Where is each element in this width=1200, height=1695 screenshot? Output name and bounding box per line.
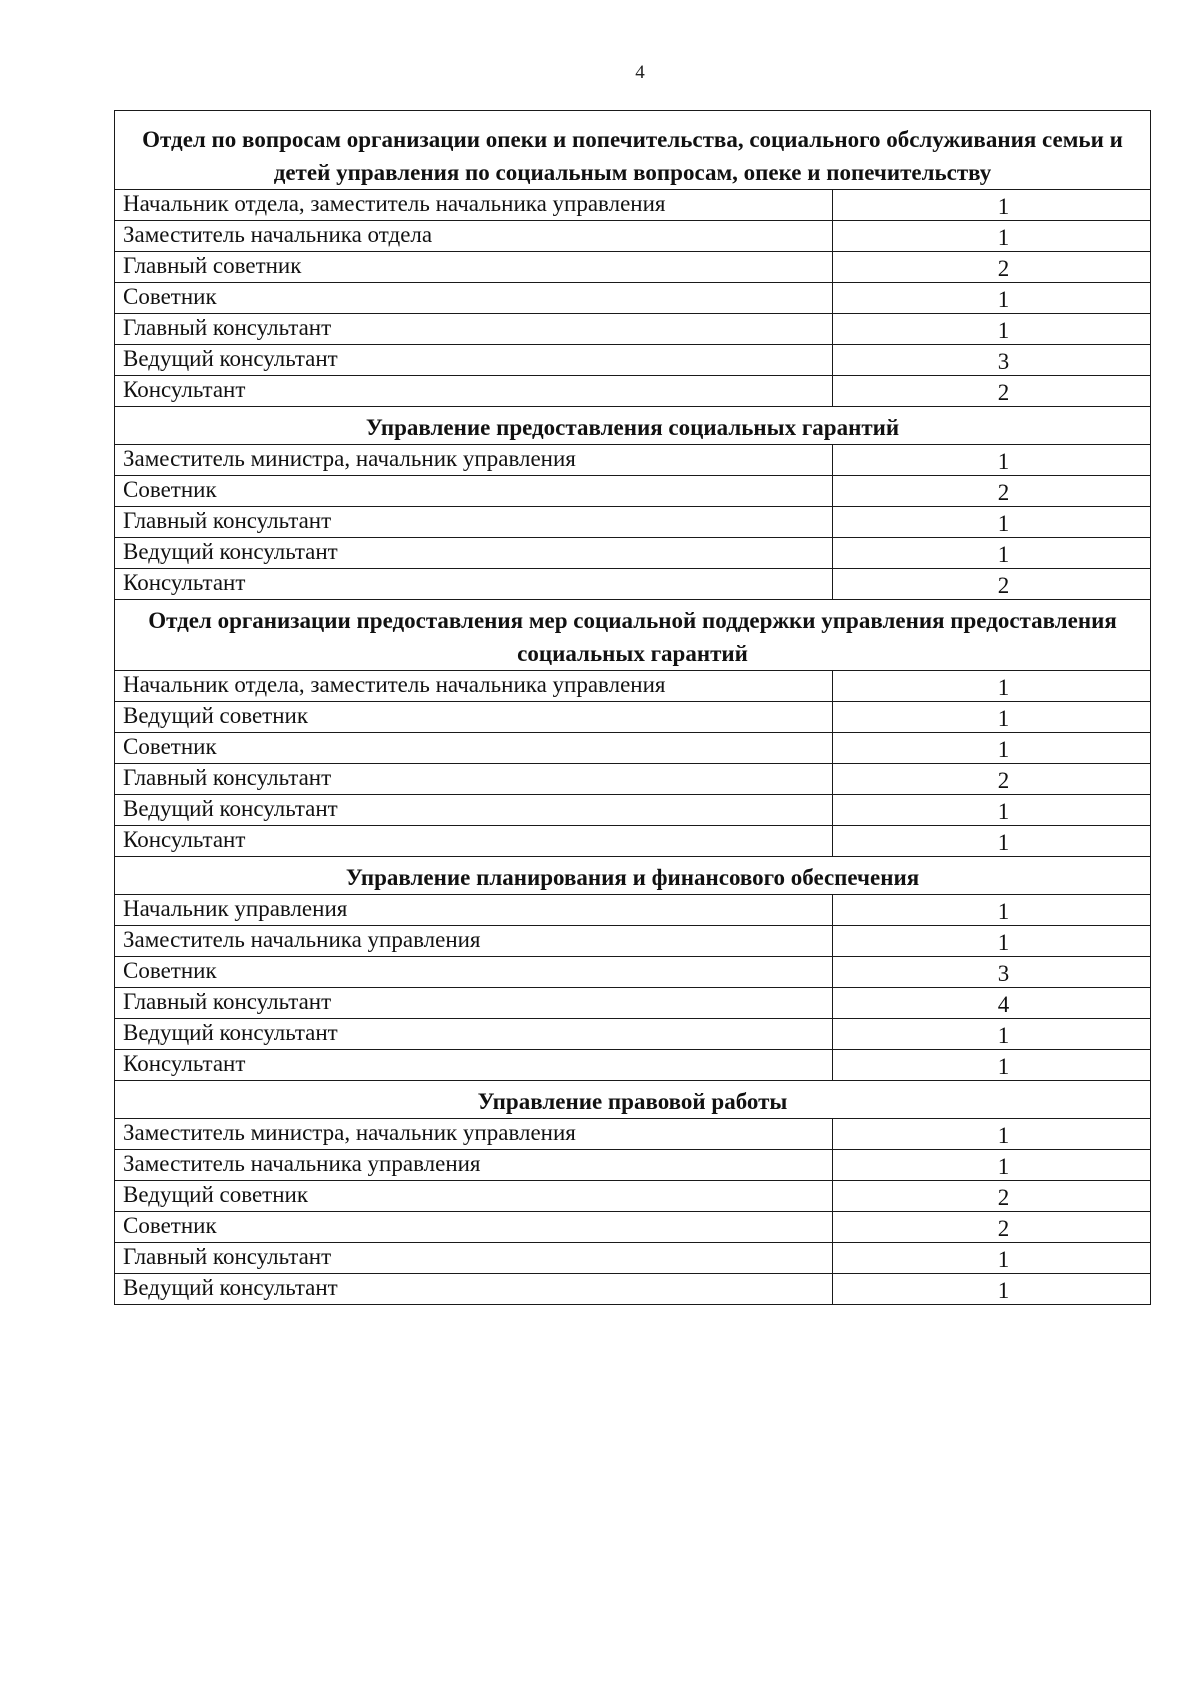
staff-count: 3 [833, 345, 1151, 376]
staff-count: 1 [833, 283, 1151, 314]
page-number: 4 [635, 62, 645, 83]
table-row [115, 445, 1151, 476]
staff-count: 3 [833, 957, 1151, 988]
section-title: Управление правовой работы [115, 1081, 1151, 1119]
table-row [115, 538, 1151, 569]
staff-count: 1 [833, 221, 1151, 252]
section-title: Отдел по вопросам организации опеки и попечительства, социального обслуживания семьи и детей управления по социальным вопросам, опеке и попечительству [115, 111, 1151, 190]
staff-count: 1 [833, 702, 1151, 733]
section-title: Управление планирования и финансового обеспечения [115, 857, 1151, 895]
position-title: Ведущий советник [115, 702, 833, 733]
position-title: Начальник отдела, заместитель начальника управления [115, 190, 833, 221]
staff-count: 1 [833, 1150, 1151, 1181]
table-row [115, 764, 1151, 795]
table-row [115, 702, 1151, 733]
table-row [115, 1050, 1151, 1081]
staffing-table-body [115, 111, 1151, 1305]
table-row [115, 957, 1151, 988]
staff-count: 2 [833, 569, 1151, 600]
table-row [115, 190, 1151, 221]
table-row [115, 1212, 1151, 1243]
staff-count: 2 [833, 764, 1151, 795]
position-title: Заместитель начальника управления [115, 926, 833, 957]
position-title: Ведущий консультант [115, 1019, 833, 1050]
table-row [115, 283, 1151, 314]
position-title: Советник [115, 476, 833, 507]
position-title: Начальник управления [115, 895, 833, 926]
table-row [115, 476, 1151, 507]
position-title: Главный консультант [115, 314, 833, 345]
staff-count: 1 [833, 1274, 1151, 1305]
section-title: Управление предоставления социальных гарантий [115, 407, 1151, 445]
staffing-table [114, 110, 1151, 1305]
table-row [115, 826, 1151, 857]
staff-count: 1 [833, 190, 1151, 221]
position-title: Ведущий консультант [115, 538, 833, 569]
position-title: Советник [115, 283, 833, 314]
staff-count: 2 [833, 1181, 1151, 1212]
section-header-row [115, 1081, 1151, 1119]
section-title: Отдел организации предоставления мер социальной поддержки управления предоставления социальных гарантий [115, 600, 1151, 671]
staff-count: 1 [833, 1119, 1151, 1150]
table-row [115, 1019, 1151, 1050]
staff-count: 1 [833, 826, 1151, 857]
table-row [115, 1181, 1151, 1212]
staff-count: 1 [833, 1050, 1151, 1081]
staff-count: 1 [833, 507, 1151, 538]
position-title: Заместитель министра, начальник управления [115, 445, 833, 476]
staff-count: 1 [833, 895, 1151, 926]
position-title: Советник [115, 1212, 833, 1243]
table-row [115, 252, 1151, 283]
staff-count: 2 [833, 1212, 1151, 1243]
table-row [115, 1243, 1151, 1274]
position-title: Ведущий консультант [115, 1274, 833, 1305]
staff-count: 1 [833, 733, 1151, 764]
position-title: Ведущий консультант [115, 795, 833, 826]
position-title: Советник [115, 957, 833, 988]
staff-count: 2 [833, 376, 1151, 407]
table-row [115, 988, 1151, 1019]
staff-count: 2 [833, 476, 1151, 507]
table-row [115, 795, 1151, 826]
position-title: Консультант [115, 569, 833, 600]
position-title: Заместитель министра, начальник управления [115, 1119, 833, 1150]
staff-count: 1 [833, 671, 1151, 702]
position-title: Главный консультант [115, 1243, 833, 1274]
position-title: Главный консультант [115, 764, 833, 795]
table-row [115, 1150, 1151, 1181]
position-title: Консультант [115, 1050, 833, 1081]
table-row [115, 671, 1151, 702]
table-row [115, 507, 1151, 538]
position-title: Главный консультант [115, 507, 833, 538]
table-row [115, 895, 1151, 926]
table-row [115, 1274, 1151, 1305]
staff-count: 1 [833, 1243, 1151, 1274]
staff-count: 1 [833, 538, 1151, 569]
section-header-row [115, 111, 1151, 190]
position-title: Советник [115, 733, 833, 764]
table-row [115, 376, 1151, 407]
staff-count: 1 [833, 926, 1151, 957]
table-row [115, 926, 1151, 957]
position-title: Ведущий консультант [115, 345, 833, 376]
staff-count: 1 [833, 795, 1151, 826]
position-title: Главный консультант [115, 988, 833, 1019]
table-row [115, 569, 1151, 600]
section-header-row [115, 600, 1151, 671]
section-header-row [115, 857, 1151, 895]
table-row [115, 1119, 1151, 1150]
table-row [115, 314, 1151, 345]
table-row [115, 733, 1151, 764]
position-title: Главный советник [115, 252, 833, 283]
staff-count: 2 [833, 252, 1151, 283]
staff-count: 1 [833, 314, 1151, 345]
table-row [115, 221, 1151, 252]
staff-count: 4 [833, 988, 1151, 1019]
table-row [115, 345, 1151, 376]
position-title: Ведущий советник [115, 1181, 833, 1212]
section-header-row [115, 407, 1151, 445]
staff-count: 1 [833, 1019, 1151, 1050]
position-title: Консультант [115, 376, 833, 407]
position-title: Начальник отдела, заместитель начальника управления [115, 671, 833, 702]
position-title: Консультант [115, 826, 833, 857]
position-title: Заместитель начальника управления [115, 1150, 833, 1181]
position-title: Заместитель начальника отдела [115, 221, 833, 252]
staff-count: 1 [833, 445, 1151, 476]
